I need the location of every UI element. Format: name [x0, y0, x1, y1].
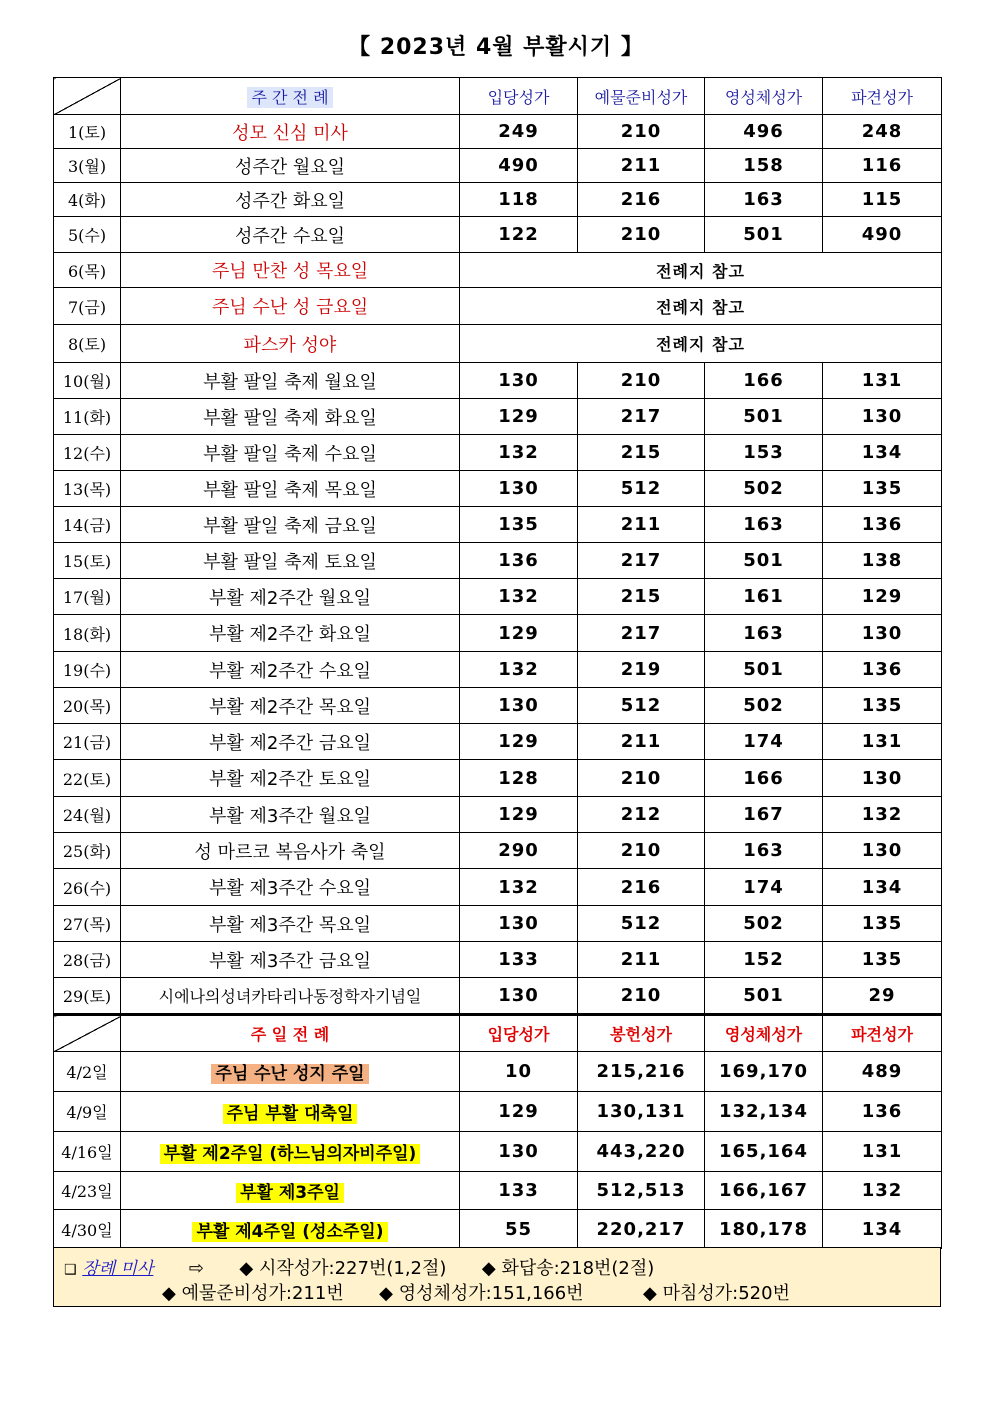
offertory-note: ◆ 예물준비성가:211번	[162, 1283, 344, 1304]
weekday-row	[54, 507, 942, 543]
sunday-name-cell	[121, 1210, 460, 1249]
sunday-column-header	[705, 1015, 823, 1052]
liturgy-name-cell: 성 마르코 복음사가 축일	[121, 833, 460, 869]
hymn-number-cell: 153	[705, 435, 823, 471]
sunday-name-cell	[121, 1052, 460, 1092]
liturgy-name-cell: 부활 팔일 축제 화요일	[121, 399, 460, 435]
weekday-row	[54, 724, 942, 760]
date-cell: 11(화)	[54, 399, 121, 435]
weekday-column-label: 파견성가	[851, 87, 913, 107]
sunday-column-header	[460, 1015, 578, 1052]
date-cell: 20(목)	[54, 688, 121, 724]
date-cell: 4/9일	[54, 1092, 121, 1132]
weekday-header-row	[54, 78, 942, 115]
funeral-line-2	[162, 1279, 790, 1305]
hymn-number-cell: 129	[460, 615, 578, 652]
entrance-hymn-note: ◆ 시작성가:227번(1,2절)	[239, 1258, 447, 1279]
weekday-row	[54, 906, 942, 942]
liturgy-name-cell: 부활 제2주간 화요일	[121, 615, 460, 652]
hymn-number-cell: 512	[578, 906, 705, 942]
liturgy-name-cell: 성모 신심 미사	[121, 115, 460, 149]
weekday-header-label: 주 간 전 례	[247, 87, 332, 108]
hymn-number-cell: 129	[460, 724, 578, 760]
date-cell: 18(화)	[54, 615, 121, 652]
weekday-row	[54, 149, 942, 183]
hymn-number-cell: 211	[578, 724, 705, 760]
liturgy-name-cell: 부활 제2주간 목요일	[121, 688, 460, 724]
hymn-number-cell: 129	[460, 399, 578, 435]
sunday-column-label: 영성체성가	[724, 1025, 803, 1044]
sunday-header-label: 주 일 전 례	[250, 1025, 330, 1044]
hymn-number-cell: 174	[705, 869, 823, 906]
weekday-row	[54, 288, 942, 325]
hymn-number-cell: 219	[578, 652, 705, 688]
weekday-column-header	[823, 78, 942, 115]
hymn-number-cell: 166	[705, 760, 823, 797]
date-cell: 26(수)	[54, 869, 121, 906]
arrow-icon: ⇨	[188, 1258, 204, 1279]
sunday-row	[54, 1092, 942, 1132]
hymn-number-cell: 130	[460, 906, 578, 942]
date-cell: 6(목)	[54, 253, 121, 288]
date-cell: 4/30일	[54, 1210, 121, 1249]
date-cell: 5(수)	[54, 217, 121, 253]
weekday-header-label-cell	[121, 78, 460, 115]
hymn-number-cell: 180,178	[705, 1210, 823, 1249]
liturgy-name-cell: 성주간 화요일	[121, 183, 460, 217]
weekday-column-header	[705, 78, 823, 115]
hymn-number-cell: 135	[823, 906, 942, 942]
hymn-number-cell: 489	[823, 1052, 942, 1092]
hymn-number-cell: 136	[460, 543, 578, 579]
date-cell: 22(토)	[54, 760, 121, 797]
closing-note: ◆ 마침성가:520번	[643, 1283, 790, 1304]
hymn-number-cell: 501	[705, 217, 823, 253]
hymn-number-cell: 215	[578, 435, 705, 471]
hymn-number-cell: 130	[823, 833, 942, 869]
sunday-name-cell	[121, 1172, 460, 1210]
liturgy-name-cell: 부활 제2주간 수요일	[121, 652, 460, 688]
hymn-number-cell: 129	[460, 797, 578, 833]
hymn-number-cell: 210	[578, 115, 705, 149]
date-cell: 25(화)	[54, 833, 121, 869]
hymn-number-cell: 290	[460, 833, 578, 869]
date-cell: 7(금)	[54, 288, 121, 325]
date-cell: 28(금)	[54, 942, 121, 978]
weekday-row	[54, 115, 942, 149]
liturgy-name-cell: 성주간 수요일	[121, 217, 460, 253]
hymn-number-cell: 502	[705, 471, 823, 507]
hymn-number-cell: 130	[460, 471, 578, 507]
liturgy-name-cell: 부활 제2주간 금요일	[121, 724, 460, 760]
sunday-name: 주님 부활 대축일	[223, 1104, 358, 1124]
weekday-column-header	[578, 78, 705, 115]
hymn-number-cell: 210	[578, 978, 705, 1015]
hymn-number-cell: 502	[705, 906, 823, 942]
date-cell: 21(금)	[54, 724, 121, 760]
date-cell: 1(토)	[54, 115, 121, 149]
liturgy-name-cell: 부활 제3주간 수요일	[121, 869, 460, 906]
hymn-number-cell: 501	[705, 978, 823, 1015]
hymn-number-cell: 130	[460, 978, 578, 1015]
weekday-row	[54, 760, 942, 797]
sunday-row	[54, 1210, 942, 1249]
hymn-number-cell: 138	[823, 543, 942, 579]
hymn-number-cell: 217	[578, 399, 705, 435]
hymn-number-cell: 132	[460, 435, 578, 471]
sunday-name: 부활 제2주일 (하느님의자비주일)	[160, 1144, 421, 1164]
page-title: 【 2023년 4월 부활시기 】	[348, 35, 644, 60]
hymn-number-cell: 174	[705, 724, 823, 760]
sunday-header-row	[54, 1015, 942, 1052]
weekday-row	[54, 435, 942, 471]
weekday-row	[54, 833, 942, 869]
weekday-row	[54, 399, 942, 435]
sunday-column-label: 봉헌성가	[610, 1025, 672, 1044]
hymn-number-cell: 55	[460, 1210, 578, 1249]
liturgy-name-cell: 부활 팔일 축제 수요일	[121, 435, 460, 471]
hymn-number-cell: 130,131	[578, 1092, 705, 1132]
schedule-body	[54, 78, 942, 1249]
hymn-number-cell: 136	[823, 507, 942, 543]
date-cell: 8(토)	[54, 325, 121, 363]
weekday-row	[54, 363, 942, 399]
date-cell: 17(월)	[54, 579, 121, 615]
sunday-name: 부활 제3주일	[236, 1183, 344, 1203]
psalm-note: ◆ 화답송:218번(2절)	[481, 1258, 655, 1279]
hymn-number-cell: 129	[823, 579, 942, 615]
diagonal-corner-cell	[54, 1015, 121, 1052]
hymn-number-cell: 135	[823, 688, 942, 724]
weekday-column-label: 입당성가	[487, 87, 550, 107]
hymn-number-cell: 248	[823, 115, 942, 149]
hymn-number-cell: 215,216	[578, 1052, 705, 1092]
hymn-number-cell: 166	[705, 363, 823, 399]
hymn-number-cell: 135	[460, 507, 578, 543]
hymn-number-cell: 152	[705, 942, 823, 978]
hymn-number-cell: 135	[823, 942, 942, 978]
weekday-row	[54, 543, 942, 579]
hymn-number-cell: 122	[460, 217, 578, 253]
funeral-mass-box	[53, 1247, 941, 1307]
liturgy-name-cell: 파스카 성야	[121, 325, 460, 363]
hymn-number-cell: 133	[460, 942, 578, 978]
hymn-number-cell: 512,513	[578, 1172, 705, 1210]
weekday-row	[54, 579, 942, 615]
date-cell: 27(목)	[54, 906, 121, 942]
hymn-number-cell: 220,217	[578, 1210, 705, 1249]
hymn-number-cell: 132	[460, 579, 578, 615]
hymn-number-cell: 131	[823, 1132, 942, 1172]
date-cell: 4/2일	[54, 1052, 121, 1092]
hymn-number-cell: 216	[578, 183, 705, 217]
sunday-column-label: 입당성가	[487, 1025, 550, 1044]
hymn-number-cell: 210	[578, 833, 705, 869]
weekday-column-label: 예물준비성가	[594, 87, 688, 107]
hymn-number-cell: 490	[460, 149, 578, 183]
sunday-column-label: 파견성가	[851, 1025, 913, 1044]
hymn-number-cell: 131	[823, 724, 942, 760]
date-cell: 24(월)	[54, 797, 121, 833]
liturgy-name-cell: 부활 팔일 축제 금요일	[121, 507, 460, 543]
hymn-number-cell: 136	[823, 652, 942, 688]
hymn-number-cell: 211	[578, 942, 705, 978]
hymn-number-cell: 212	[578, 797, 705, 833]
reference-cell: 전례지 참고	[460, 288, 942, 325]
hymn-number-cell: 132	[823, 1172, 942, 1210]
sunday-name: 부활 제4주일 (성소주일)	[192, 1222, 387, 1242]
weekday-row	[54, 615, 942, 652]
weekday-row	[54, 253, 942, 288]
date-cell: 4(화)	[54, 183, 121, 217]
date-cell: 4/23일	[54, 1172, 121, 1210]
sunday-name-cell	[121, 1132, 460, 1172]
date-cell: 10(월)	[54, 363, 121, 399]
hymn-number-cell: 490	[823, 217, 942, 253]
sunday-row	[54, 1052, 942, 1092]
hymn-number-cell: 118	[460, 183, 578, 217]
hymn-number-cell: 116	[823, 149, 942, 183]
hymn-number-cell: 130	[823, 615, 942, 652]
reference-cell: 전례지 참고	[460, 325, 942, 363]
hymn-number-cell: 132	[823, 797, 942, 833]
hymn-number-cell: 29	[823, 978, 942, 1015]
hymn-number-cell: 135	[823, 471, 942, 507]
hymn-number-cell: 443,220	[578, 1132, 705, 1172]
diagonal-corner-cell	[54, 78, 121, 115]
hymn-number-cell: 169,170	[705, 1052, 823, 1092]
hymn-number-cell: 130	[460, 363, 578, 399]
hymn-number-cell: 130	[823, 399, 942, 435]
hymn-number-cell: 10	[460, 1052, 578, 1092]
hymn-number-cell: 128	[460, 760, 578, 797]
hymn-number-cell: 216	[578, 869, 705, 906]
hymn-number-cell: 496	[705, 115, 823, 149]
sunday-header-label-cell	[121, 1015, 460, 1052]
liturgy-name-cell: 부활 제3주간 목요일	[121, 906, 460, 942]
weekday-column-header	[460, 78, 578, 115]
weekday-row	[54, 325, 942, 363]
date-cell: 15(토)	[54, 543, 121, 579]
sunday-name-cell	[121, 1092, 460, 1132]
funeral-mass-link[interactable]: 장례 미사	[82, 1259, 154, 1279]
weekday-row	[54, 978, 942, 1015]
weekday-row	[54, 471, 942, 507]
hymn-number-cell: 129	[460, 1092, 578, 1132]
hymn-number-cell: 132	[460, 869, 578, 906]
communion-note: ◆ 영성체성가:151,166번	[379, 1283, 584, 1304]
sunday-column-header	[823, 1015, 942, 1052]
hymn-number-cell: 501	[705, 399, 823, 435]
liturgy-name-cell: 부활 제2주간 토요일	[121, 760, 460, 797]
date-cell: 3(월)	[54, 149, 121, 183]
hymn-number-cell: 167	[705, 797, 823, 833]
weekday-row	[54, 183, 942, 217]
hymn-number-cell: 163	[705, 183, 823, 217]
liturgy-name-cell: 부활 팔일 축제 토요일	[121, 543, 460, 579]
hymn-number-cell: 132	[460, 652, 578, 688]
date-cell: 4/16일	[54, 1132, 121, 1172]
hymn-number-cell: 133	[460, 1172, 578, 1210]
hymn-number-cell: 136	[823, 1092, 942, 1132]
hymn-number-cell: 163	[705, 507, 823, 543]
hymn-number-cell: 134	[823, 435, 942, 471]
liturgy-name-cell: 성주간 월요일	[121, 149, 460, 183]
hymn-number-cell: 211	[578, 149, 705, 183]
hymn-number-cell: 501	[705, 652, 823, 688]
weekday-row	[54, 688, 942, 724]
hymn-number-cell: 130	[460, 688, 578, 724]
hymn-number-cell: 115	[823, 183, 942, 217]
date-cell: 29(토)	[54, 978, 121, 1015]
weekday-column-label: 영성체성가	[724, 87, 803, 107]
liturgy-name-cell: 부활 팔일 축제 월요일	[121, 363, 460, 399]
hymn-number-cell: 502	[705, 688, 823, 724]
checkbox-icon: ❑	[64, 1262, 77, 1278]
sunday-row	[54, 1132, 942, 1172]
hymn-number-cell: 210	[578, 760, 705, 797]
hymn-number-cell: 166,167	[705, 1172, 823, 1210]
hymn-number-cell: 163	[705, 833, 823, 869]
hymn-number-cell: 210	[578, 363, 705, 399]
schedule-table	[53, 77, 942, 1249]
hymn-number-cell: 512	[578, 471, 705, 507]
hymn-number-cell: 158	[705, 149, 823, 183]
hymn-number-cell: 131	[823, 363, 942, 399]
hymn-number-cell: 211	[578, 507, 705, 543]
liturgy-name-cell: 시에나의성녀카타리나동정학자기념일	[121, 978, 460, 1015]
hymn-number-cell: 134	[823, 869, 942, 906]
hymn-number-cell: 215	[578, 579, 705, 615]
reference-cell: 전례지 참고	[460, 253, 942, 288]
sunday-name: 주님 수난 성지 주일	[211, 1064, 368, 1084]
date-cell: 14(금)	[54, 507, 121, 543]
hymn-number-cell: 134	[823, 1210, 942, 1249]
hymn-number-cell: 165,164	[705, 1132, 823, 1172]
hymn-number-cell: 501	[705, 543, 823, 579]
sunday-column-header	[578, 1015, 705, 1052]
hymn-number-cell: 161	[705, 579, 823, 615]
hymn-number-cell: 163	[705, 615, 823, 652]
weekday-row	[54, 869, 942, 906]
funeral-line-1	[64, 1254, 654, 1280]
hymn-number-cell: 249	[460, 115, 578, 149]
hymn-number-cell: 132,134	[705, 1092, 823, 1132]
liturgy-name-cell: 부활 제3주간 금요일	[121, 942, 460, 978]
date-cell: 13(목)	[54, 471, 121, 507]
liturgy-name-cell: 부활 제3주간 월요일	[121, 797, 460, 833]
liturgy-name-cell: 주님 수난 성 금요일	[121, 288, 460, 325]
date-cell: 12(수)	[54, 435, 121, 471]
hymn-number-cell: 217	[578, 543, 705, 579]
weekday-row	[54, 652, 942, 688]
weekday-row	[54, 942, 942, 978]
liturgy-name-cell: 주님 만찬 성 목요일	[121, 253, 460, 288]
hymn-number-cell: 512	[578, 688, 705, 724]
hymn-number-cell: 130	[460, 1132, 578, 1172]
weekday-row	[54, 797, 942, 833]
hymn-number-cell: 217	[578, 615, 705, 652]
hymn-number-cell: 210	[578, 217, 705, 253]
liturgy-name-cell: 부활 팔일 축제 목요일	[121, 471, 460, 507]
weekday-row	[54, 217, 942, 253]
date-cell: 19(수)	[54, 652, 121, 688]
sunday-row	[54, 1172, 942, 1210]
liturgy-name-cell: 부활 제2주간 월요일	[121, 579, 460, 615]
hymn-number-cell: 130	[823, 760, 942, 797]
